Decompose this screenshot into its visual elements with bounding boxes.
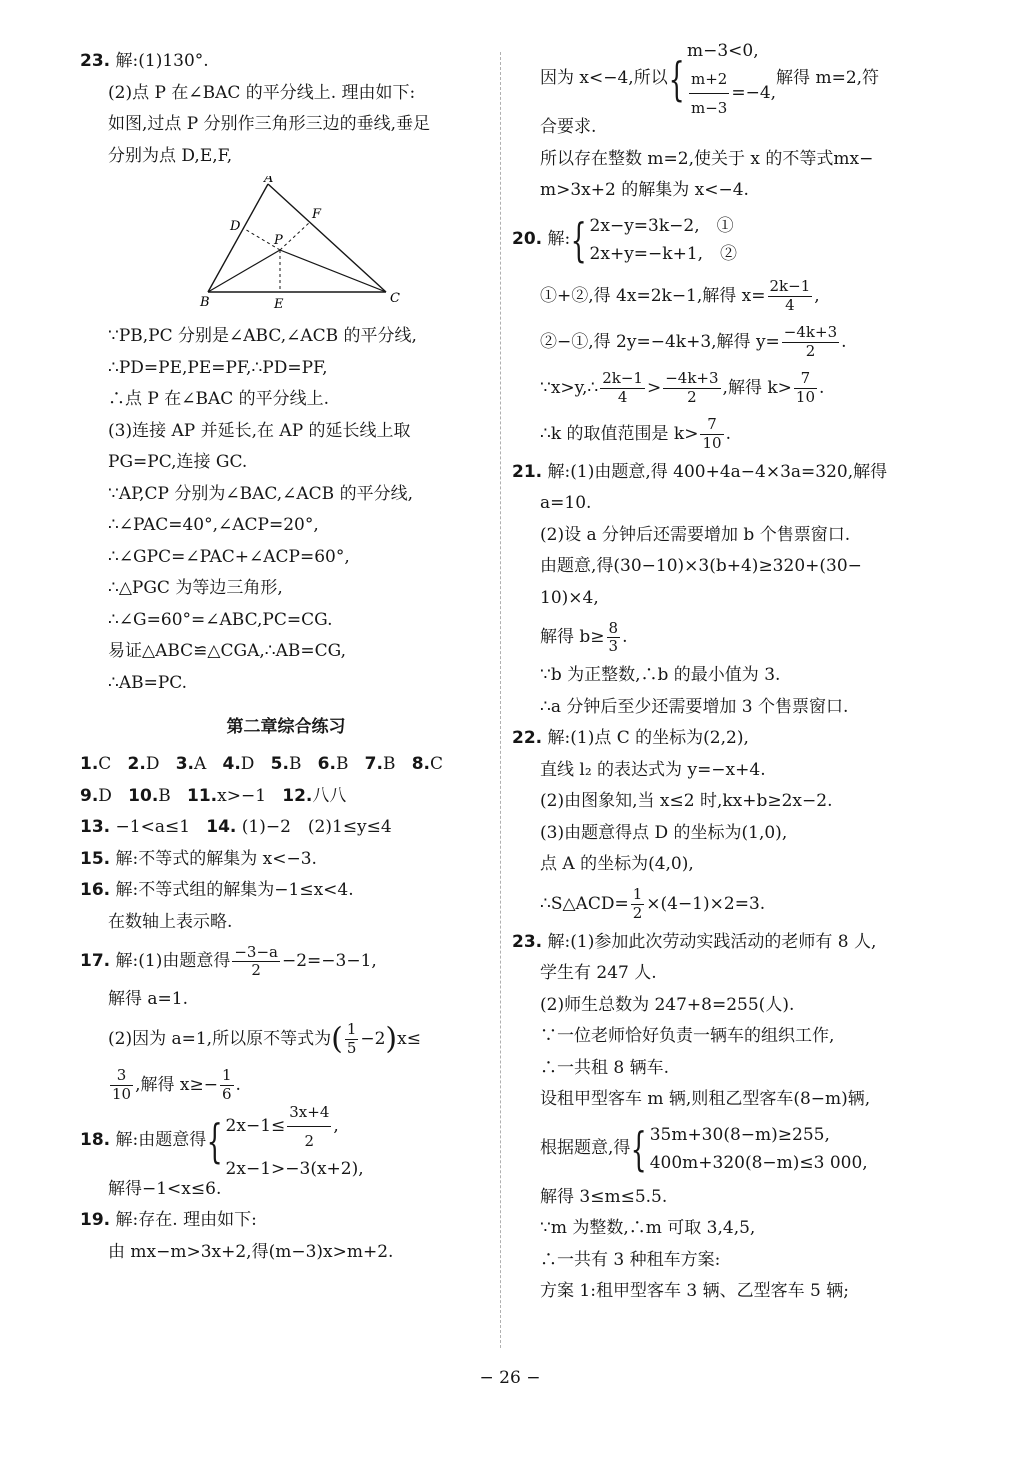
- text: ①+②,得 4x=2k−1,解得 x=: [540, 285, 766, 306]
- p23-line9: PG=PC,连接 GC.: [108, 452, 248, 472]
- numerator: 1: [632, 885, 643, 904]
- brace-icon: {: [630, 1121, 648, 1176]
- numerator: −4k+3: [665, 369, 719, 388]
- answer-17-line2: 解得 a=1.: [108, 989, 189, 1009]
- answer-value: C: [429, 754, 443, 774]
- text: ∵x>y,∴: [540, 377, 599, 398]
- denominator: 10: [702, 433, 722, 452]
- answer-number: 23.: [512, 931, 543, 952]
- text: .: [622, 627, 628, 647]
- system-lines: [687, 37, 776, 122]
- answer-number: 7.: [364, 754, 383, 774]
- p23-line6: ∴PD=PE,PE=PF,∴PD=PF,: [108, 357, 328, 378]
- text: x≤: [397, 1028, 421, 1049]
- brace-icon: {: [206, 1113, 223, 1168]
- text: (2)因为 a=1,所以原不等式为: [108, 1028, 332, 1049]
- p23-line5: ∵PB,PC 分别是∠ABC,∠ACB 的平分线,: [108, 326, 417, 346]
- p23-line16: ∴AB=PC.: [108, 672, 188, 693]
- answer-value: B: [382, 754, 396, 774]
- answer-23-line10: ∴一共有 3 种租车方案:: [540, 1249, 721, 1270]
- text: 根据题意,得: [540, 1137, 631, 1158]
- triangle-figure: [118, 176, 448, 316]
- label-c: C: [390, 291, 400, 306]
- answer-number: 22.: [512, 728, 543, 748]
- equation-system: [630, 1121, 867, 1177]
- denominator: 3: [608, 637, 619, 655]
- bisector-cp: [280, 250, 386, 292]
- fraction: [232, 944, 280, 980]
- equation-system: [668, 37, 776, 122]
- label-a: A: [264, 176, 274, 186]
- right-column: [512, 40, 932, 1308]
- text: 解得 m=2,符: [776, 68, 880, 89]
- text: .: [725, 423, 731, 444]
- system-line: 2x+y=−k+1, ②: [589, 243, 738, 264]
- text: −2=−3−1,: [281, 951, 377, 971]
- numerator: 3: [110, 1067, 133, 1085]
- answer-17-line3: [80, 1016, 492, 1062]
- answer-number: 11.: [187, 785, 218, 806]
- answer-19-line1: [80, 1205, 492, 1237]
- p23-line13: ∴△PGC 为等边三角形,: [108, 578, 283, 598]
- answer-value: B: [288, 754, 302, 774]
- system-line: [687, 65, 776, 122]
- numerator: 1: [346, 1020, 357, 1039]
- answer-21-line4: 由题意,得(30−10)×3(b+4)≥320+(30−: [540, 556, 862, 576]
- answer-19-cont-line4: m>3x+2 的解集为 x<−4.: [540, 180, 749, 200]
- denominator: 2: [805, 341, 816, 360]
- answer-23-line2: 学生有 247 人.: [540, 963, 657, 983]
- answer-value: D: [145, 754, 160, 774]
- p23-line3: 如图,过点 P 分别作三角形三边的垂线,垂足: [108, 114, 431, 134]
- answer-number: 2.: [127, 754, 146, 774]
- answer-number: 19.: [80, 1210, 111, 1230]
- answer-number: 17.: [80, 951, 111, 971]
- text: .: [819, 377, 825, 398]
- answer-number: 5.: [270, 754, 289, 774]
- answer-21-line8: ∴a 分钟后至少还需要增加 3 个售票窗口.: [540, 696, 849, 717]
- p23-line4: 分别为点 D,E,F,: [108, 145, 233, 166]
- answer-row-3: [80, 812, 492, 844]
- answer-19-cont-line3: 所以存在整数 m=2,使关于 x 的不等式mx−: [540, 148, 874, 169]
- denominator: 2: [251, 961, 261, 979]
- fraction: [689, 65, 729, 122]
- text: 解:(1)由题意得: [115, 951, 231, 971]
- answer-20-line5: [512, 411, 932, 457]
- answer-number: 1.: [80, 754, 99, 774]
- answer-text: 解:不等式的解集为 x<−3.: [115, 848, 317, 869]
- answer-22-line2: 直线 l₂ 的表达式为 y=−x+4.: [540, 759, 766, 780]
- answer-number: 13.: [80, 817, 111, 837]
- p23-line7: ∴点 P 在∠BAC 的平分线上.: [108, 389, 330, 409]
- answer-23-line9: ∵m 为整数,∴m 可取 3,4,5,: [540, 1218, 756, 1238]
- text: =−4,: [731, 82, 777, 103]
- text: .: [235, 1074, 241, 1095]
- text: ,解得 x≥−: [135, 1074, 218, 1095]
- answer-16: [80, 875, 492, 907]
- text: ,: [814, 285, 820, 306]
- answer-19-cont-line1: [512, 40, 932, 117]
- answer-20-line4: [512, 365, 932, 411]
- fraction: [782, 324, 839, 360]
- system-lines: [590, 212, 738, 268]
- equation-system: [570, 212, 737, 268]
- fraction: [600, 370, 645, 406]
- side-ac: [268, 184, 386, 292]
- numerator: 7: [794, 370, 817, 388]
- denominator: 2: [687, 387, 697, 406]
- answer-22-line3: (2)由图象知,当 x≤2 时,kx+b≥2x−2.: [540, 791, 833, 811]
- answer-number: 3.: [175, 754, 194, 774]
- answer-19-cont-line2: 合要求.: [540, 117, 597, 137]
- denominator: 10: [112, 1084, 132, 1103]
- fraction: [607, 620, 621, 656]
- text: .: [841, 331, 847, 352]
- answer-row-2: [80, 781, 492, 813]
- problem-number: 23.: [80, 51, 111, 71]
- p23-line10: ∵AP,CP 分别为∠BAC,∠ACB 的平分线,: [108, 483, 413, 504]
- brace-icon: {: [570, 212, 587, 267]
- denominator: 2: [304, 1132, 315, 1150]
- label-f: F: [312, 207, 322, 222]
- answer-23-line6: 设租甲型客车 m 辆,则租乙型客车(8−m)辆,: [540, 1089, 871, 1109]
- answer-23-line3: (2)师生总数为 247+8=255(人).: [540, 994, 795, 1015]
- fraction: [663, 370, 720, 406]
- answer-21-line2: a=10.: [540, 493, 592, 513]
- answer-17-line1: [80, 938, 492, 984]
- text: 解:(1)点 C 的坐标为(2,2),: [547, 728, 749, 748]
- text: ,: [333, 1116, 339, 1136]
- system-lines: [650, 1121, 868, 1177]
- fraction: [768, 278, 813, 314]
- p23-line1: [80, 46, 492, 78]
- text: 解:(1)参加此次劳动实践活动的老师有 8 人,: [547, 931, 877, 952]
- brace-icon: {: [668, 52, 685, 106]
- answer-value: B: [158, 785, 171, 806]
- answer-value: D: [240, 754, 255, 774]
- fraction: [794, 370, 817, 406]
- column-divider: [500, 52, 501, 1348]
- answer-value: −1<a≤1: [115, 817, 191, 837]
- answer-23-line7: [512, 1116, 932, 1182]
- answer-number: 4.: [222, 754, 241, 774]
- text: ②−①,得 2y=−4k+3,解得 y=: [540, 331, 780, 352]
- text: ,解得 k>: [722, 377, 792, 398]
- fraction: [110, 1067, 133, 1103]
- denominator: 4: [617, 387, 628, 406]
- text: 解:由题意得: [115, 1129, 207, 1150]
- text: −2: [360, 1028, 386, 1049]
- answer-number: 10.: [128, 785, 159, 806]
- answer-number: 16.: [80, 880, 111, 900]
- text: ×(4−1)×2=3.: [646, 893, 766, 914]
- denominator: m−3: [690, 98, 728, 117]
- numerator: 8: [608, 618, 619, 637]
- p23-line11: ∴∠PAC=40°,∠ACP=20°,: [108, 515, 319, 535]
- answer-20-line1: [512, 207, 932, 273]
- numerator: 2k−1: [602, 369, 643, 388]
- fraction: [345, 1021, 359, 1057]
- text: 解:存在. 理由如下:: [115, 1210, 257, 1230]
- fraction: [287, 1098, 331, 1155]
- p23-line12: ∴∠GPC=∠PAC+∠ACP=60°,: [108, 546, 350, 567]
- system-line: m−3<0,: [686, 40, 759, 61]
- answer-18-line1: [80, 1103, 492, 1179]
- p23-line8: (3)连接 AP 并延长,在 AP 的延长线上取: [108, 420, 411, 441]
- answer-20-line2: [512, 273, 932, 319]
- answer-text: 解:不等式组的解集为−1≤x<4.: [115, 880, 354, 900]
- fraction: [631, 886, 645, 922]
- answer-number: 21.: [512, 461, 543, 482]
- answer-number: 8.: [411, 754, 430, 774]
- page-number: − 26 −: [479, 1368, 541, 1388]
- denominator: 4: [785, 295, 795, 314]
- numerator: −4k+3: [783, 323, 838, 342]
- text: 解得 b≥: [540, 627, 605, 647]
- answer-21-line3: (2)设 a 分钟后还需要增加 b 个售票窗口.: [540, 524, 851, 545]
- section-heading: 第二章综合练习: [226, 717, 346, 737]
- answer-value: (1)−2 (2)1≤y≤4: [241, 817, 392, 837]
- numerator: −3−a: [234, 942, 278, 961]
- answer-row-1: [80, 749, 492, 781]
- numerator: 1: [221, 1066, 232, 1085]
- label-d: D: [230, 219, 241, 234]
- answer-value: 八八: [312, 785, 347, 806]
- answer-23-line8: 解得 3≤m≤5.5.: [540, 1186, 668, 1207]
- answer-value: D: [98, 785, 112, 806]
- paren-close: ): [385, 1021, 398, 1056]
- denominator: 10: [795, 387, 815, 406]
- p23-line14: ∴∠G=60°=∠ABC,PC=CG.: [108, 609, 333, 630]
- numerator: 3x+4: [287, 1098, 331, 1127]
- denominator: 5: [346, 1038, 357, 1057]
- answer-18-line2: 解得−1<x≤6.: [108, 1178, 222, 1199]
- answer-21-line6: [512, 614, 932, 660]
- text: ∴S△ACD=: [540, 893, 629, 914]
- answer-value: x>−1: [217, 785, 267, 806]
- answer-23-line4: ∵一位老师恰好负责一辆车的组织工作,: [540, 1026, 835, 1046]
- label-e: E: [274, 297, 284, 312]
- text: 解:: [547, 228, 571, 249]
- numerator: 2k−1: [769, 277, 811, 296]
- answer-22-line6: [512, 881, 932, 927]
- text: 因为 x<−4,所以: [540, 68, 668, 89]
- answer-number: 9.: [80, 785, 99, 806]
- text: 解:(1)由题意,得 400+4a−4×3a=320,解得: [547, 461, 888, 482]
- text: 解:(1)130°.: [115, 51, 209, 71]
- label-p: P: [274, 233, 283, 248]
- equation-system: [206, 1098, 363, 1183]
- answer-22-line4: (3)由题意得点 D 的坐标为(1,0),: [540, 822, 788, 843]
- answer-number: 15.: [80, 848, 111, 869]
- answer-number: 6.: [317, 754, 336, 774]
- answer-23-line1: [512, 927, 932, 959]
- denominator: 6: [221, 1084, 232, 1103]
- system-lines: [226, 1098, 364, 1183]
- fraction: [700, 416, 723, 452]
- answer-number: 12.: [282, 785, 313, 806]
- answer-value: B: [335, 754, 349, 774]
- paren-open: (: [331, 1021, 343, 1056]
- answer-value: C: [98, 754, 112, 774]
- system-line: 2x−y=3k−2, ①: [589, 215, 734, 236]
- system-line: 2x−1>−3(x+2),: [225, 1159, 364, 1179]
- text: 2x−1≤: [225, 1116, 286, 1136]
- answer-21-line7: ∵b 为正整数,∴b 的最小值为 3.: [540, 665, 781, 685]
- perp-pf: [280, 222, 310, 250]
- answer-20-line3: [512, 319, 932, 365]
- p23-line2: (2)点 P 在∠BAC 的平分线上. 理由如下:: [108, 82, 416, 103]
- numerator: 7: [700, 416, 723, 434]
- answer-19-line2: 由 mx−m>3x+2,得(m−3)x>m+2.: [108, 1241, 394, 1262]
- answer-value: A: [193, 754, 207, 774]
- text: ∴k 的取值范围是 k>: [540, 423, 699, 444]
- answer-22-line5: 点 A 的坐标为(4,0),: [540, 854, 694, 874]
- label-b: B: [200, 295, 210, 310]
- answer-16-line2: 在数轴上表示略.: [108, 911, 233, 932]
- system-line: 400m+320(8−m)≤3 000,: [649, 1152, 868, 1173]
- answer-number: 18.: [80, 1129, 111, 1150]
- system-line: 35m+30(8−m)≥255,: [649, 1124, 830, 1145]
- numerator: m+2: [689, 65, 729, 94]
- left-column: [80, 46, 492, 1268]
- system-line: [226, 1098, 364, 1155]
- p23-line15: 易证△ABC≌△CGA,∴AB=CG,: [108, 641, 346, 661]
- answer-23-line5: ∴一共租 8 辆车.: [540, 1057, 670, 1078]
- answer-number: 14.: [206, 817, 237, 837]
- bisector-bp: [208, 250, 280, 292]
- answer-23-line11: 方案 1:租甲型客车 3 辆、乙型客车 5 辆;: [540, 1281, 849, 1301]
- answer-21-line5: 10)×4,: [540, 587, 599, 608]
- answer-15: [80, 844, 492, 876]
- denominator: 2: [632, 903, 643, 922]
- answer-number: 20.: [512, 228, 543, 249]
- answer-22-line1: [512, 723, 932, 755]
- answer-21-line1: [512, 457, 932, 489]
- text: >: [646, 377, 662, 398]
